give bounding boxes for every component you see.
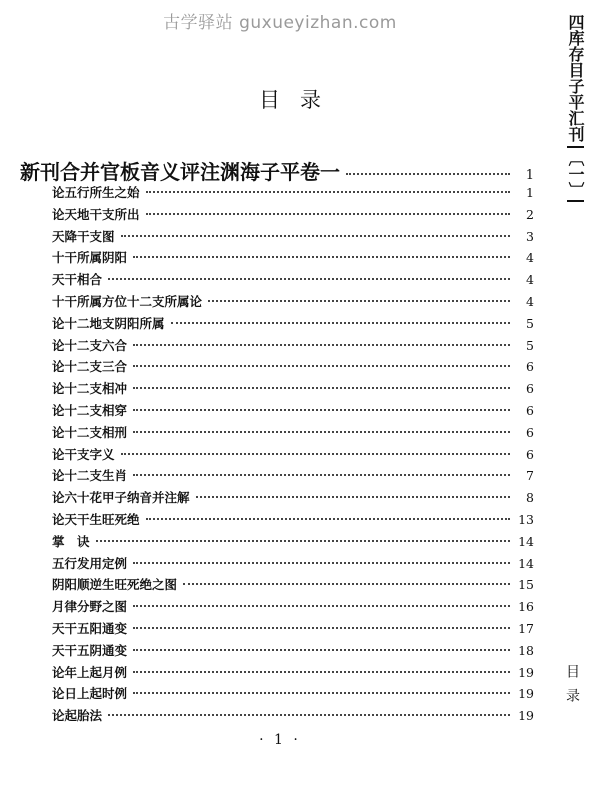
toc-entry[interactable] xyxy=(20,183,534,205)
toc-entry-label: 论天干生旺死绝 xyxy=(52,511,140,527)
toc-entry-label: 论五行所生之始 xyxy=(52,185,140,200)
toc-main-entry[interactable] xyxy=(20,156,534,183)
toc-entry-label: 论日上起时例 xyxy=(52,686,128,702)
toc-entry-label: 十干所属阴阳 xyxy=(52,250,128,266)
toc-entry-label: 论十二支相刑 xyxy=(52,424,128,440)
toc-entry-page: 6 xyxy=(526,446,534,462)
toc-entry-label: 论干支字义 xyxy=(52,446,115,462)
toc-entry-page: 4 xyxy=(526,293,534,309)
toc-entry[interactable] xyxy=(20,641,534,663)
toc-entry[interactable] xyxy=(20,270,534,292)
toc-entry[interactable] xyxy=(20,445,534,467)
toc-entry-page: 1 xyxy=(526,185,534,200)
toc-entry-label: 论天地干支所出 xyxy=(52,206,140,222)
page-title: 目录 xyxy=(259,88,341,112)
toc-entry[interactable] xyxy=(20,205,534,227)
dot-leader xyxy=(96,540,510,542)
dot-leader xyxy=(133,365,510,367)
toc-entry-label: 掌 诀 xyxy=(52,533,90,549)
toc-entry-label: 论六十花甲子纳音并注解 xyxy=(52,490,190,506)
toc-entry-label: 阴阳顺逆生旺死绝之图 xyxy=(52,577,178,593)
toc-entry-label: 论起胎法 xyxy=(52,708,103,724)
dot-leader xyxy=(183,583,510,585)
dot-leader xyxy=(133,474,510,476)
toc-entry[interactable] xyxy=(20,401,534,423)
dot-leader xyxy=(133,256,510,258)
toc-entry-page: 17 xyxy=(518,620,534,636)
dot-leader xyxy=(133,605,510,607)
toc-entry[interactable] xyxy=(20,488,534,510)
toc-entry[interactable] xyxy=(20,532,534,554)
toc-entry-page: 2 xyxy=(526,206,534,222)
toc-entry[interactable] xyxy=(20,292,534,314)
page-number: · 1 · xyxy=(259,732,301,748)
dot-leader xyxy=(146,191,510,193)
toc-entry-page: 5 xyxy=(526,337,534,353)
toc-entry[interactable] xyxy=(20,466,534,488)
toc-entry-page: 19 xyxy=(518,664,534,680)
toc-entry-page: 15 xyxy=(518,577,534,593)
toc-entry-page: 19 xyxy=(518,708,534,724)
dot-leader xyxy=(196,496,510,498)
toc-entry-label: 月律分野之图 xyxy=(52,599,128,615)
toc-entry[interactable] xyxy=(20,684,534,706)
toc-entry[interactable] xyxy=(20,227,534,249)
dot-leader xyxy=(133,671,510,673)
toc-entry[interactable] xyxy=(20,314,534,336)
toc-entry-page: 16 xyxy=(518,599,534,615)
toc-entry-page: 6 xyxy=(526,381,534,397)
toc-entry-page: 3 xyxy=(526,228,534,244)
toc-entry-page: 14 xyxy=(518,555,534,571)
toc-entry-page: 13 xyxy=(518,511,534,527)
toc-entry-label: 论十二支三合 xyxy=(52,359,128,375)
dot-leader xyxy=(208,300,510,302)
toc-main-entry-page: 1 xyxy=(525,168,534,183)
toc-entry-page: 4 xyxy=(526,272,534,288)
toc-entry[interactable] xyxy=(20,597,534,619)
dot-leader xyxy=(133,344,510,346)
book-series-title xyxy=(560,14,584,202)
toc-entry-label: 论十二支六合 xyxy=(52,337,128,353)
toc-entry[interactable] xyxy=(20,357,534,379)
dot-leader xyxy=(133,627,510,629)
toc-entry[interactable] xyxy=(20,510,534,532)
toc-entry-page: 7 xyxy=(526,468,534,484)
toc-entry-label: 天降干支图 xyxy=(52,228,115,244)
toc-entry-label: 天干五阴通变 xyxy=(52,642,128,658)
toc-entry[interactable] xyxy=(20,706,534,728)
dot-leader xyxy=(133,649,510,651)
dot-leader xyxy=(133,387,510,389)
dot-leader xyxy=(121,453,510,455)
toc-entry-page: 4 xyxy=(526,250,534,266)
dot-leader xyxy=(133,562,510,564)
toc-entry[interactable] xyxy=(20,619,534,641)
dot-leader xyxy=(133,431,510,433)
toc-entry-page: 6 xyxy=(526,359,534,375)
dot-leader xyxy=(171,322,510,324)
toc-entry-label: 论十二支相穿 xyxy=(52,402,128,418)
toc-entry-page: 19 xyxy=(518,686,534,702)
dot-leader xyxy=(146,518,510,520)
section-side-label: 目录 xyxy=(564,664,580,712)
toc-entry-page: 6 xyxy=(526,424,534,440)
table-of-contents xyxy=(20,156,534,728)
toc-entry-label: 十干所属方位十二支所属论 xyxy=(52,293,203,309)
toc-entry-page: 8 xyxy=(526,490,534,506)
watermark-text: 古学驿站 guxueyizhan.com xyxy=(163,13,397,33)
dot-leader xyxy=(108,714,510,716)
toc-entry[interactable] xyxy=(20,379,534,401)
toc-entry[interactable] xyxy=(20,575,534,597)
toc-entry[interactable] xyxy=(20,423,534,445)
dot-leader xyxy=(133,409,510,411)
toc-entry-label: 五行发用定例 xyxy=(52,555,128,571)
dot-leader xyxy=(133,692,510,694)
toc-entry-page: 18 xyxy=(518,642,534,658)
toc-entry[interactable] xyxy=(20,248,534,270)
dot-leader xyxy=(121,235,510,237)
book-series-name: 四库存目子平汇刊 xyxy=(566,14,585,142)
toc-entry[interactable] xyxy=(20,663,534,685)
toc-entry-page: 5 xyxy=(526,315,534,331)
toc-entry-label: 论十二支生肖 xyxy=(52,468,128,484)
toc-main-entry-label: 新刊合并官板音义评注渊海子平卷一 xyxy=(20,160,340,184)
toc-entry-label: 论十二地支阴阳所属 xyxy=(52,315,165,331)
dot-leader xyxy=(346,173,510,175)
toc-entry-label: 天干相合 xyxy=(52,272,103,288)
toc-entry-page: 14 xyxy=(518,533,534,549)
dot-leader xyxy=(108,278,510,280)
dot-leader xyxy=(146,213,510,215)
volume-number: 〔一〕 xyxy=(567,146,585,202)
toc-entry[interactable] xyxy=(20,336,534,358)
toc-entry-label: 论年上起月例 xyxy=(52,664,128,680)
toc-entry[interactable] xyxy=(20,554,534,576)
toc-entry-label: 天干五阳通变 xyxy=(52,620,128,636)
toc-entry-label: 论十二支相冲 xyxy=(52,381,128,397)
toc-entry-page: 6 xyxy=(526,402,534,418)
